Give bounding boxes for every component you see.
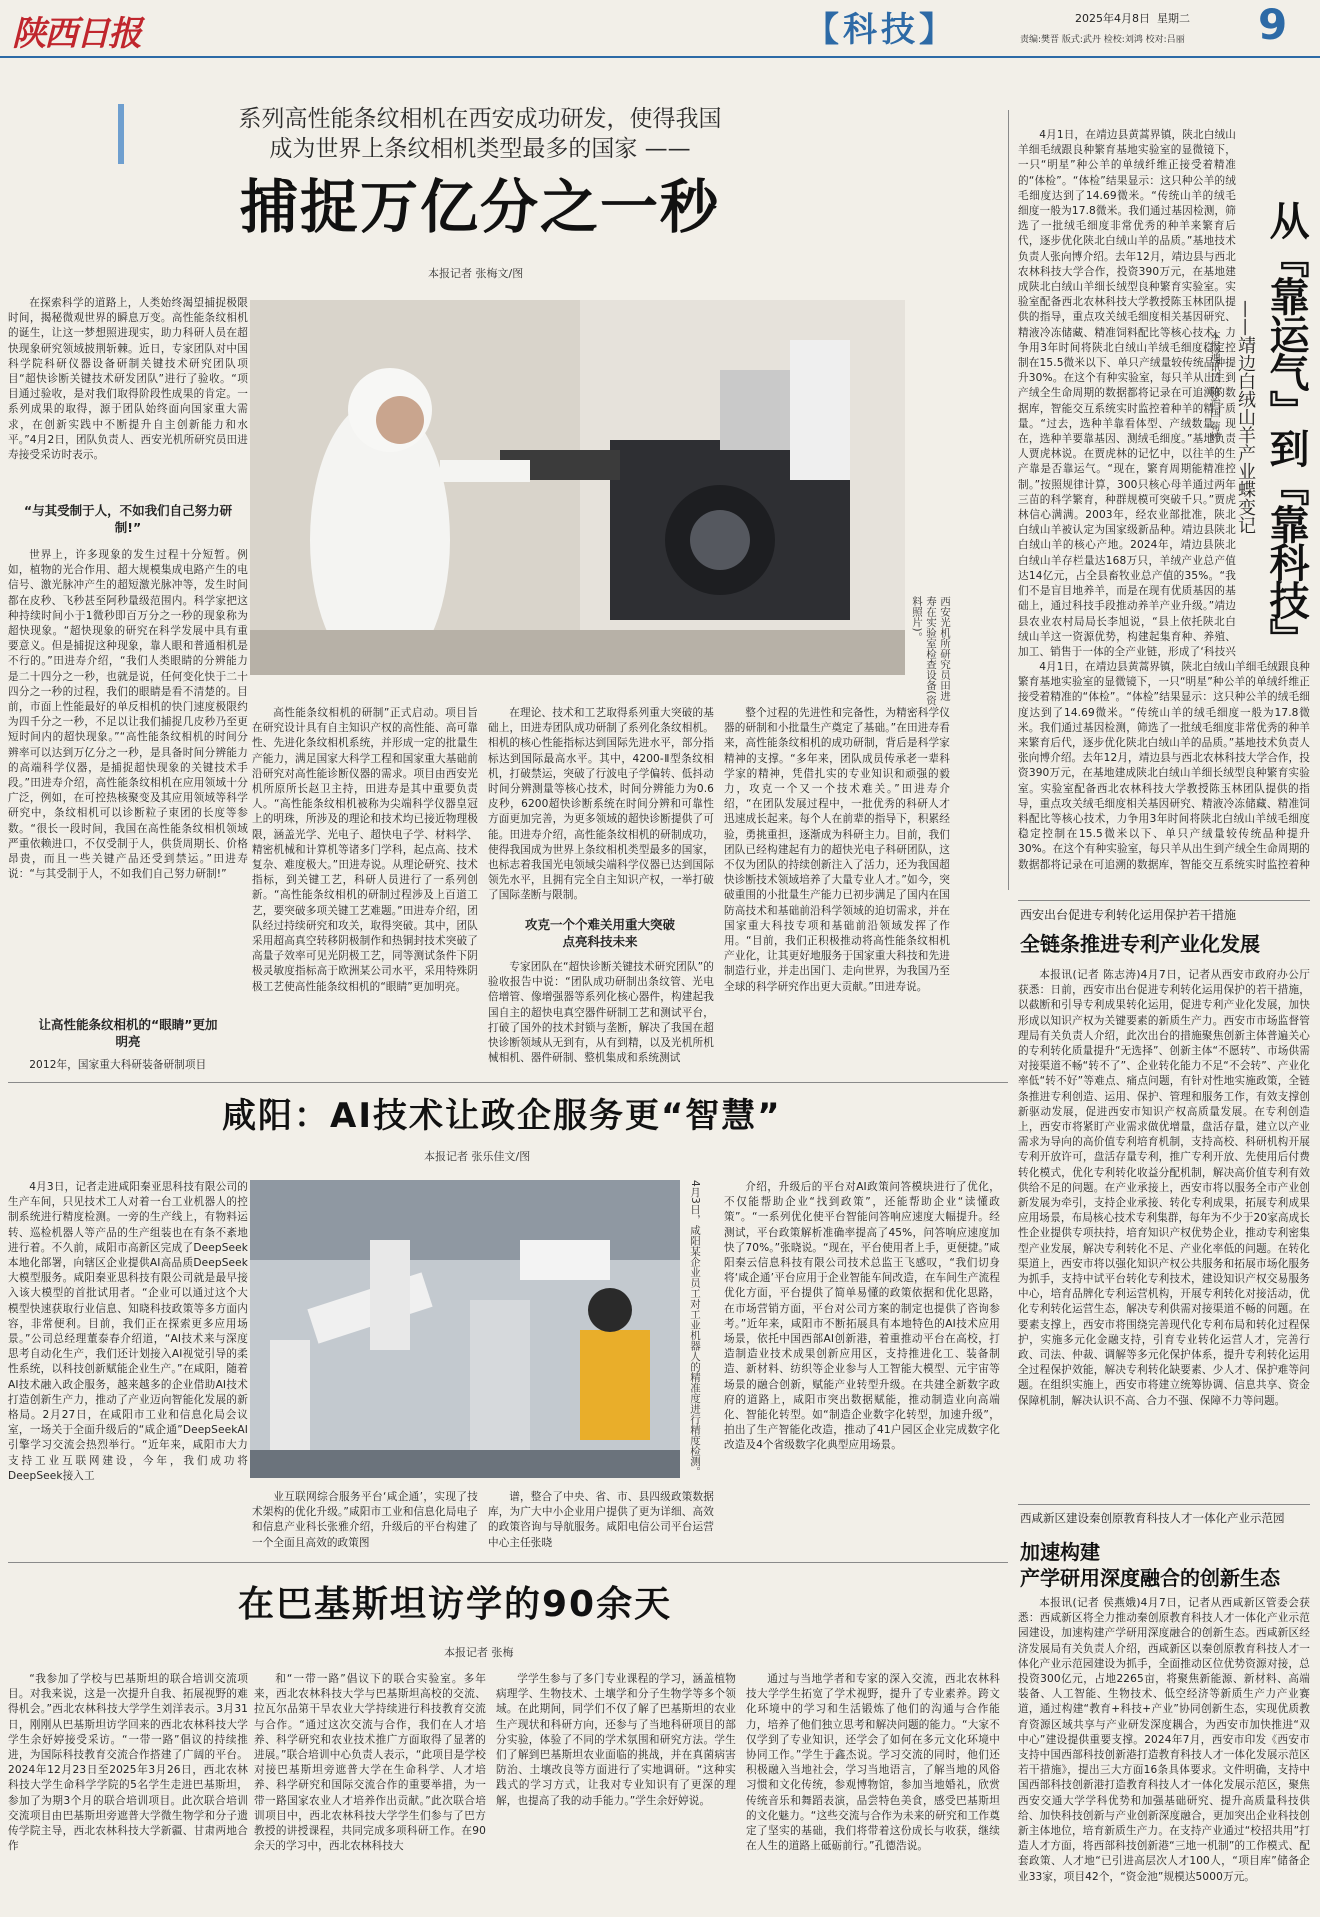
sidebar1-subtitle: ——靖边白绒山羊产业蝶变记: [1235, 300, 1256, 534]
article1-photo: [250, 300, 905, 675]
factory-robot-illustration: [250, 1180, 680, 1478]
date-text: 2025年4月8日: [1075, 12, 1150, 25]
article1-subhead-3: 攻克一个个难关用重大突破点亮科技未来: [524, 917, 675, 949]
paragraph: 在探索科学的道路上，人类始终渴望捕捉极限时间，揭秘微观世界的瞬息万变。高性能条纹相机的诞生，让这一梦想照进现实，助力科研人员在超快现象研究领域披荆斩棘。近日，专家团队对中国科学院科研仪器设备研制关键技术研究团队项目“超快诊断关键技术研发团队”进行了验收。“项目通过验收，是对我们取得阶段性成果的肯定。一系列成果的取得，源于团队始终面向国家重大需求，在创新实践中不断提升自主创新能力和水平。”4月2日，团队负责人、西安光机所研究员田进寿接受采访时表示。: [8, 297, 248, 462]
sidebar2-divider: [1018, 900, 1310, 901]
paragraph: 世界上，许多现象的发生过程十分短暂。例如，植物的光合作用、超大规模集成电路产生的电信号、激光脉冲产生的超短激光脉冲等，发生时间都在皮秒、飞秒甚至阿秒量级范围内。科学家把这种持续时间小于1微秒即百万分之一秒的现象称为超快现象。“超快现象的研究在科学发展中具有重要意义。但是捕捉这种现象，靠人眼和普通相机是不行的。”田进寿介绍，“我们人类眼睛的分辨能力是二十四分之一秒，也就是说，任何变化快于二十四分之一秒的过程，我们的眼睛是看不清楚的。目前，市面上性能最好的单反相机的快门速度极限约为四千分之一秒，不足以让我们捕捉几皮秒乃至更短时间内的超快现象。”“高性能条纹相机的时间分辨率可以达到万亿分之一秒，是具备时间分辨能力的高端科学仪器，是捕捉超快现象的关键技术手段。”田进寿介绍，高性能条纹相机在应用领域十分广泛，例如，在可控热核聚变及其应用领域等科学研究中，条纹相机可以诊断粒子束团的长度等参数。“很长一段时间，我国在高性能条纹相机领域严重依赖进口，不仅受制于人，供货周期长、价格昂贵，而且一些关键产品还受到禁运。”田进寿说：“与其受制于人，不如我们自己努力研制!”: [8, 549, 248, 881]
article1-title: 捕捉万亿分之一秒: [240, 173, 721, 241]
paragraph: 学学生参与了多门专业课程的学习，涵盖植物病理学、生物技术、土壤学和分子生物学等多个领域。在此期间，同学们不仅了解了巴基斯坦的农业生产现状和科研方向，还参与了当地科研项目的部分实验，体验了不同的学术氛围和研究方法。学生们了解到巴基斯坦农业面临的挑战，并在真菌病害防治、土壤改良等方面进行了实地调研。“这种实践式的学习方式，让我对专业知识有了更深的理解，也提高了我的动手能力。”学生余妤婷说。: [496, 1673, 736, 1807]
paragraph: 和“一带一路”倡议下的联合实验室。多年来，西北农林科技大学与巴基斯坦高校的交流、拉瓦尔品第干旱农业大学持续进行科技教育交流与合作。“通过这次交流与合作，我们在人才培养、科学研究和农业技术推广方面取得了显著的进展。”联合培训中心负责人表示，“此项目是学校对接巴基斯坦旁遮普大学在生命科学、人才培养、科学研究和国际交流合作的重要举措，为一带一路国家农业人才培养作出贡献。”此次联合培训项目中，西北农林科技大学学生们参与了巴方教授的讲授课程，共同完成多项科研工作。在90余天的学习中，西北农林科技大: [254, 1673, 486, 1853]
paragraph: 本报讯(记者 陈志涛)4月7日，记者从西安市政府办公厅获悉：日前，西安市出台促进专利转化运用保护的若干措施，以截断和引导专利成果转化运用，促进专利产业化发展，加快形成以知识产权为关键要素的新质生产力。西安市市场监督管理局有关负责人介绍，此次出台的措施聚焦创新主体普遍关心的专利转化质量提升“无选择”、创新主体“不愿转”、市场供需对接渠道不畅“转不了”、企业转化能力不足“不会转”、产业化率低“转不好”等难点、痛点问题，有针对性地实施政策，全链条推进专利创造、运用、保护、管理和服务工作，有效支撑创新驱动发展，促进西安市知识产权高质量发展。在专利创造上，西安市将紧盯产业需求做优增量，盘活存量，建立以产业需求为导向的高价值专利培育机制，支持高校、科研机构开展专利开放许可，盘活存量专利，推广专利开放、先使用后付费转化模式，优化专利转化收益分配机制，解决高价值专利有效供给不足的问题。在产业承接上，西安市将以服务全市产业创新发展为牵引，支持企业承接、转化专利成果，拓展专利成果应用场景，布局核心技术专利集群，每年为不少于20家高成长性企业提供专项扶持，培育知识产权优势企业，推动专利密集型产业发展，解决专利转化不足、产业化率低的问题。在转化渠道上，西安市将以强化知识产权公共服务和拓展市场化服务为抓手，支持中试平台转化专利技术，建设知识产权交易服务中心，培育品牌化专利运营机构，开展专利转化对接活动，优化专利转化运营生态，解决专利供需对接渠道不畅的问题。在要素支撑上，西安市将围绕完善现代化专利布局和转化过程保护，实施多元化金融支持，引育专业转化运营人才，完善行政、司法、仲裁、调解等多元化保护体系，提升专利转化运用全过程保护效能，解决专利转化缺要素、少人才、保护难等问题。在组织实施上，西安市将建立统筹协调、信息共享、资金保障机制，解决认识不高、合力不强、保障不力等问题。: [1018, 969, 1310, 1407]
editor-credits: 责编:樊晋 版式:武丹 检校:刘鸿 校对:吕丽: [1020, 35, 1185, 45]
section-name: 【科技】: [805, 10, 957, 50]
paragraph: 4月1日，在靖边县黄蒿界镇，陕北白绒山羊细毛绒跟良种繁育基地实验室的显微镜下，一只“明星”种公羊的单绒纤维正接受着精准的“体检”。“体检”结果显示：这只种公羊的绒毛细度达到了14.69微米。“传统山羊的绒毛细度一般为17.8微米。我们通过基因检测，筛选了一批绒毛细度非常优秀的种羊来繁育后代，逐步优化陕北白绒山羊的品质。”基地技术负责人张向博介绍。去年12月，靖边县与西北农林科技大学合作，投资390万元，在基地建成陕北白绒山羊细长绒型良种繁育实验室。实验室配备西北农林科技大学教授陈玉林团队提供的指导，重点攻关绒毛细度相关基因研究、精液冷冻储藏、精准饲料配比等核心技术，力争用3年时间将陕北白绒山羊绒毛细度稳定控制在15.5微米以下、单只产绒量较传统品种提升30%。在这个有种实验室，每只羊从出生到产绒全生命周期的数据都将记录在可追溯的数据库，智能交互系统实时监控着种: [1018, 661, 1310, 870]
article2-column-3: [488, 1490, 714, 1550]
article1-column-2: [252, 706, 478, 1066]
article1-column-3b: [488, 960, 714, 1068]
paragraph: 高性能条纹相机的研制”正式启动。项目旨在研究设计具有自主知识产权的高性能、高可靠性、先进化条纹相机系统，并形成一定的批量生产能力，满足国家大科学工程和国家重大基础前沿研究对高性能诊断仪器的需求。项目由西安光机所原所长赵卫主持，田进寿是其中重要负责人。“高性能条纹相机被称为尖端科学仪器皇冠上的明珠，所涉及的理论和技术均已接近物理极限，涵盖光学、光电子、超快电子学、材料学、精密机械和计算机等诸多门学科，起点高、技术复杂、难度极大。”田进寿说。从理论研究、技术指标，到关键工艺，科研人员进行了一系列创新。“高性能条纹相机的研制过程涉及上百道工艺，要突破多项关键工艺难题。”田进寿介绍，团队经过持续研究和攻关，取得突破。其中，团队采用超高真空转移阴极制作和热铜封技术突破了高量子效率可见光阴极工艺，同等测试条件下阴极灵敏度指标高于欧洲某公司水平，采用特殊阴极工艺使高性能条纹相机的“眼睛”更加明亮。: [252, 707, 478, 993]
article3-top-divider: [8, 1562, 1008, 1563]
article1-column-3: [488, 706, 714, 916]
article2-column-1: [8, 1180, 248, 1548]
masthead-divider: [0, 56, 1320, 58]
paragraph: 4月3日，记者走进咸阳秦亚思科技有限公司的生产车间，只见技术工人对着一台工业机器人的控制系统进行精度检测。一旁的生产线上，有物料运转、巡检机器人等产品的生产组装也在有条不紊地进行着。不久前，咸阳市高新区完成了DeepSeek本地化部署，向辖区企业提供AI高品质DeepSeek大模型服务。咸阳秦亚思科技有限公司就是最早接入该大模型的首批试用者。“企业可以通过这个大模型快速获取行业信息、知晓科技政策等多方面内容，非常便利。目前，我们正在探索更多应用场景。”公司总经理董泰春介绍道，“AI技术来与深度思考自动化生产，我们还计划接入AI视觉引导的柔性系统，以科技创新赋能企业生产。”在咸阳，随着AI技术融入政企服务，越来越多的企业借助AI技术打造创新生产力，推动了产业迈向智能化发展的新格局。2月27日，在咸阳市工业和信息化局会议室，一场关于全面升级后的“咸企通”DeepSeekAI引擎学习交流会热烈举行。“近年来，咸阳市大力支持工业互联网建设，今年，我们成功将DeepSeek接入工: [8, 1181, 248, 1482]
paragraph: 在理论、技术和工艺取得系列重大突破的基础上，田进寿团队成功研制了系列化条纹相机。相机的核心性能指标达到国际先进水平，部分指标达到国际最高水平。其中，4200-Ⅱ型条纹相机，打破禁运，突破了行波电子学偏转、低抖动时间分辨测量等核心技术，时间分辨能力为0.6皮秒，6200超快诊断系统在时间分辨和可靠性方面更加完善，为更多领域的超快诊断提供了可能。田进寿介绍，高性能条纹相机的研制成功，使得我国成为世界上条纹相机类型最多的国家，也标志着我国光电领域尖端科学仪器已达到国际领先水平，且拥有完全自主知识产权，一举打破了国际垄断与限制。: [488, 707, 714, 902]
page-number: 9: [1258, 0, 1288, 49]
article1-column-1: [8, 296, 248, 486]
article3-column-1: [8, 1672, 248, 1914]
article3-byline: 本报记者 张梅: [444, 1646, 514, 1659]
paragraph: 2012年，国家重大科研装备研制项目: [29, 1059, 207, 1071]
paragraph: 谱，整合了中央、省、市、县四级政策数据库，为广大中小企业用户提供了更为详细、高效的政策咨询与导航服务。咸阳电信公司平台运营中心主任张晓: [488, 1491, 714, 1549]
paragraph: “我参加了学校与巴基斯坦的联合培训交流项目。对我来说，这是一次提升自我、拓展视野的难得机会。”西北农林科技大学学生刘洋表示。3月31日，刚刚从巴基斯坦访学回来的西北农林科技大学学生余妤婷接受采访。“一带一路”倡议的持续推进，为国际科技教育交流合作搭建了广阔的平台。2024年12月23日至2025年3月26日，西北农林科技大学生命科学学院的5名学生走进巴基斯坦，参加了为期3个月的联合培训项目。此次联合培训交流项目由巴基斯坦旁遮普大学微生物学和分子遗传学院主导，西北农林科技大学新疆、甘肃两地合作: [8, 1673, 248, 1853]
article3-title: 在巴基斯坦访学的90余天: [238, 1584, 673, 1625]
sidebar1-byline: 本报通讯员 陈治国 苟婷: [1209, 330, 1221, 442]
sidebar3-title-line-1: 加速构建: [1020, 1540, 1100, 1564]
kicker-line-1: 系列高性能条纹相机在西安成功研发，使得我国: [238, 106, 722, 132]
article1-subhead-1: “与其受制于人，不如我们自己努力研制!”: [23, 503, 233, 535]
article1-kicker: [130, 104, 830, 164]
masthead: [0, 0, 1320, 58]
sidebar1-text-bottom: [1018, 660, 1310, 870]
sidebar2-text: [1018, 968, 1310, 1538]
article1-subhead-2: 让高性能条纹相机的“眼睛”更加明亮: [38, 1017, 218, 1049]
sidebar2-title: 全链条推进专利产业化发展: [1020, 932, 1260, 956]
article1-column-4: [724, 706, 950, 1068]
paragraph: 业互联网综合服务平台‘咸企通’，实现了技术架构的优化升级。”咸阳市工业和信息化局电子和信息产业科长张雅介绍，升级后的平台构建了一个全面且高效的政策图: [252, 1491, 478, 1549]
issue-date: [1075, 10, 1190, 26]
sidebar3-text: [1018, 1596, 1310, 1914]
article1-column-1c: [8, 1058, 248, 1076]
article1-byline: 本报记者 张梅文/图: [428, 267, 524, 280]
article1-kicker-bar: [118, 104, 124, 164]
article2-top-divider: [8, 1082, 1008, 1083]
article3-column-3: [496, 1672, 736, 1914]
weekday-text: 星期二: [1157, 12, 1190, 25]
kicker-line-2: 成为世界上条纹相机类型最多的国家 ——: [269, 136, 691, 162]
article2-photo-caption: 4月3日，咸阳某企业员工对工业机器人的精准度进行精度检测。: [689, 1180, 701, 1477]
paragraph: 介绍，升级后的平台对AI政策问答模块进行了优化，不仅能帮助企业“找到政策”，还能帮助企业“读懂政策”。“一系列优化使平台智能问答响应速度大幅提升。经测试，平台政策解析准确率提高了45%，问答响应速度加快了70%。”张晓说。“现在，平台使用者上手，更便捷。”咸阳秦云信息科技有限公司技术总监王飞感叹，“我们切身将‘咸企通’平台应用于企业智能车间改造，在车间生产流程优化方面，平台提供了简单易懂的政策依据和优化思路，在市场营销方面，平台对公司方案的制定也提供了咨询参考。”近年来，咸阳市不断拓展具有本地特色的AI技术应用场景，依托中国西部AI创新港，着重推动平台在高校，打造制造业技术成果创新应用区，支持推进化工、装备制造、新材料、纺织等企业参与人工智能大模型、元宇宙等场景的融合创新，赋能产业转型升级。在共建全新数字政府的道路上，咸阳市突出数据赋能，推动制造业向高端化、智能化转型。如“制造企业数字化转型，加速升级”，拍出了生产智能化改造，推动了41户园区企业完成数字化改造及4个省级数字化典型应用场景。: [724, 1181, 1000, 1452]
article2-column-2: [252, 1490, 478, 1550]
article3-column-4: [746, 1672, 1000, 1914]
article1-photo-caption: 西安光机所研究员田进寿在实验室检查设备(资料照片)。: [911, 596, 951, 706]
article2-byline: 本报记者 张乐佳文/图: [424, 1150, 531, 1163]
sidebar-divider: [1008, 110, 1009, 890]
article1-column-1b: [8, 548, 248, 966]
sidebar3-kicker: 西咸新区建设秦创原教育科技人才一体化产业示范园: [1020, 1511, 1285, 1525]
paragraph: 4月1日，在靖边县黄蒿界镇，陕北白绒山羊细毛绒跟良种繁育基地实验室的显微镜下，一只“明星”种公羊的单绒纤维正接受着精准的“体检”。“体检”结果显示：这只种公羊的绒毛细度达到了14.69微米。“传统山羊的绒毛细度一般为17.8微米。我们通过基因检测，筛选了一批绒毛细度非常优秀的种羊来繁育后代，逐步优化陕北白绒山羊的品质。”基地技术负责人张向博介绍。去年12月，靖边县与西北农林科技大学合作，投资390万元，在基地建成陕北白绒山羊细长绒型良种繁育实验室。实验室配备西北农林科技大学教授陈玉林团队提供的指导，重点攻关绒毛细度相关基因研究、精液冷冻储藏、精准饲料配比等核心技术，力争用3年时间将陕北白绒山羊绒毛细度稳定控制在15.5微米以下、单只产绒量较传统品种提升30%。在这个有种实验室，每只羊从出生到产绒全生命周期的数据都将记录在可追溯的数据库，智能交互系统实时监控着种羊的精子质量。“过去，选种羊靠看体型、产绒数量。现在，选种羊要靠基因、测绒毛细度。”基地负责人贾虎林说。在贾虎林的记忆中，以往羊的生产靠是否靠运气。“现在，繁育周期能精准控制。”按照规律计算，300只核心母羊通过两年三苗的科学繁育，种群规模可突破千只。”贾虎林信心满满。2003年，经农业部批准，陕北白绒山羊被认定为国家级新品种。靖边县陕北白绒山羊的核心产地。2024年，靖边县陕北白绒山羊存栏量达168万只，羊绒产业总产值达14亿元，占全县畜牧业总产值的35%。“我们不是盲目地养羊，而是在现有优质基因的基础上，通过科技手段推动养羊产业升级。”靖边县农业农村局局长李旭说，“县上依托陕北白绒山羊这一资源优势，构建起集育种、养殖、加工、销售于一体的全产业链，形成了‘科技兴: [1018, 129, 1236, 658]
article2-title: 咸阳：AI技术让政企服务更“智慧”: [222, 1096, 782, 1136]
sidebar1-title: 从『靠运气』到『靠科技』: [1263, 200, 1309, 656]
article2-photo: [250, 1180, 680, 1478]
paragraph: 整个过程的先进性和完备性，为精密科学仪器的研制和小批量生产奠定了基础。”在田进寿看来，高性能条纹相机的成功研制，背后是科学家精神的支撑。“多年来，团队成员传承老一辈科学家的精神，凭借扎实的专业知识和顽强的毅力，攻克一个又一个技术难关。”田进寿介绍，“在团队发展过程中，一批优秀的科研人才迅速成长起来。每个人在前辈的指导下，积累经验，勇挑重担，逐渐成为科研主力。目前，我们团队已经构建起有力的超快光电子科研团队，这不仅为团队的持续创新注入了活力，还为我国超快诊断技术领域培养了大量专业人才。”如今，突破重围的小批量生产能力已初步满足了国内在国防高技术和基础前沿科学领域的迫切需求，并在国家重大科技专项和基础前沿领域发挥了作用。“目前，我们正积极推动将高性能条纹相机产业化，让其更好地服务于国家重大科技和先进制造行业，并走出国门、走向世界，为我国乃至全球的科学研究作出更大贡献。”田进寿说。: [724, 707, 950, 993]
paragraph: 本报讯(记者 侯燕娥)4月7日，记者从西咸新区管委会获悉：西咸新区将全力推动秦创原教育科技人才一体化产业示范园建设，加速构建产学研用深度融合的创新生态。西咸新区经济发展局有关负责人介绍，西咸新区以秦创原教育科技人才一体化产业示范园建设为抓手，全面推动区位优势资源对接，总投资300亿元，占地2265亩，将聚焦新能源、新材料、高端装备、人工智能、生物技术、低空经济等新质生产力产业赛道，通过构建“教育+科技+产业”协同创新生态，实现优质教育资源区域共享与产业研发深度耦合，为西安市加快推进“双中心”建设提供重要支撑。2024年7月，西安市印发《西安市支持中国西部科技创新港打造教育科技人才一体化发展示范区若干措施》，提出三大方面16条具体要求。文件明确，支持中国西部科技创新港打造教育科技人才一体化发展示范区，聚焦西安交通大学学科优势和加强基础研究、提升高质量科技供给、加快科技创新与产业创新深度融合，更加突出企业科技创新主体地位，培育新质生产力。在支持产业通过“校招共用”打造人才方面，将西部科技创新港“三地一机制”的工作模式、配套政策、人才地“已引进高层次人才100人，“项目库”储备企业33家，项目42个，“资金池”规模达5000万元。: [1018, 1597, 1310, 1883]
sidebar1-text-top: [1018, 128, 1236, 658]
lab-scene-illustration: [250, 300, 905, 675]
sidebar3-divider: [1018, 1504, 1310, 1505]
paragraph: 通过与当地学者和专家的深入交流，西北农林科技大学学生拓宽了学术视野，提升了专业素养。跨文化环境中的学习和生活锻炼了他们的沟通与合作能力，培养了他们独立思考和解决问题的能力。“大家不仅学到了专业知识，还学会了如何在多元文化环境中协同工作。”学生于鑫杰说。学习交流的同时，他们还积极融入当地社会，学习当地语言，了解当地的风俗习惯和文化传统，参观博物馆，参加当地婚礼，欣赏传统音乐和舞蹈表演，品尝特色美食，感受巴基斯坦的文化魅力。“这些交流与合作为未来的研究和工作奠定了坚实的基础，我们将带着这份成长与收获，继续在人生的道路上砥砺前行。”孔德浩说。: [746, 1673, 1000, 1853]
newspaper-logo: 陕西日报: [12, 14, 140, 54]
article2-column-4: [724, 1180, 1000, 1550]
article3-column-2: [254, 1672, 486, 1914]
sidebar2-kicker: 西安出台促进专利转化运用保护若干措施: [1020, 908, 1237, 922]
sidebar3-title-line-2: 产学研用深度融合的创新生态: [1020, 1566, 1280, 1590]
paragraph: 专家团队在“超快诊断关键技术研究团队”的验收报告中说：“团队成功研制出条纹管、光电倍增管、像增强器等系列化核心器件，构建起我国自主的超快电真空器件研制工艺和测试平台，打破了国外的技术封锁与垄断，解决了我国在超快诊断领域从无到有，从有到精，以及光机所机械相机、器件研制、整机集成和系统测试: [488, 961, 714, 1065]
